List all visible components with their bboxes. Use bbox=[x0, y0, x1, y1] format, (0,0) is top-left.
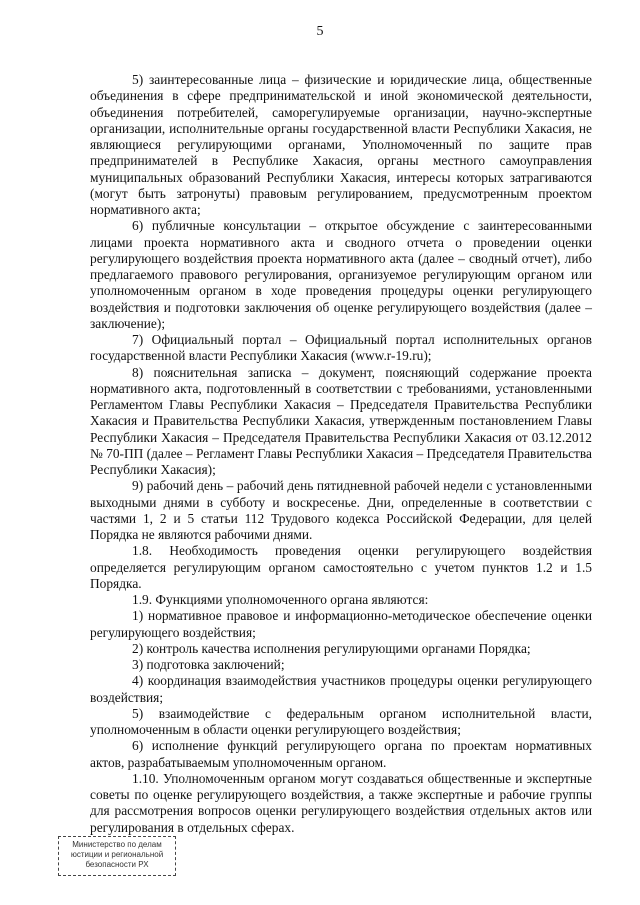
paragraph-1-8: 1.8. Необходимость проведения оценки регулирующего воздействия определяется регулирующим органом самостоятельно с учетом пунктов 1.2 и 1.5 Порядка. bbox=[90, 543, 592, 591]
function-item-1: 1) нормативное правовое и информационно-методическое обеспечение оценки регулирующего воздействия; bbox=[90, 608, 592, 640]
paragraph-1-10: 1.10. Уполномоченным органом могут создаваться общественные и экспертные советы по оценке регулирующего воздействия, а также экспертные и рабочие группы для рассмотрения вопросов оценки регулирующего воздействия отдельных актов или регулирования в отдельных сферах. bbox=[90, 770, 592, 835]
function-item-3: 3) подготовка заключений; bbox=[132, 657, 285, 672]
stamp-line: юстиции и региональной bbox=[70, 850, 164, 859]
paragraph-official-portal: 7) Официальный портал – Официальный портал исполнительных органов государственной власти Республики Хакасия (www.r-19.ru); bbox=[90, 332, 592, 364]
function-item-2: 2) контроль качества исполнения регулирующими органами Порядка; bbox=[132, 640, 531, 656]
stamp-line: Министерство по делам bbox=[72, 840, 162, 849]
stamp-line: безопасности РХ bbox=[85, 860, 149, 869]
function-item-6: 6) исполнение функций регулирующего органа по проектам нормативных актов, разрабатываемым уполномоченным органом. bbox=[90, 738, 592, 770]
ministry-stamp bbox=[58, 836, 176, 876]
page-number: 5 bbox=[316, 24, 324, 39]
document-body bbox=[90, 72, 592, 836]
paragraph-1-9: 1.9. Функциями уполномоченного органа являются: bbox=[132, 592, 429, 607]
paragraph-public-consultations: 6) публичные консультации – открытое обсуждение с заинтересованными лицами проекта нормативного акта и сводного отчета о проведении оценки регулирующего воздействия проекта нормативного акта (далее – сводный отчет), либо предлагаемого правового регулирования, организуемое регулирующим органом или уполномоченным органом в ходе проведения процедуры оценки регулирующего воздействия и подготовки заключения об оценке регулирующего воздействия (далее – заключение); bbox=[90, 218, 592, 331]
function-item-4: 4) координация взаимодействия участников процедуры оценки регулирующего воздействия; bbox=[90, 673, 592, 705]
paragraph-working-day: 9) рабочий день – рабочий день пятидневной рабочей недели с установленными выходными днями в субботу и воскресенье. Дни, определенные в соответствии с частями 1, 2 и 5 статьи 112 Трудового кодекса Российской Федерации, для целей Порядка не являются рабочими днями. bbox=[90, 478, 592, 542]
function-item-5: 5) взаимодействие с федеральным органом исполнительной власти, уполномоченным в области оценки регулирующего воздействия; bbox=[90, 705, 592, 737]
paragraph-explanatory-note: 8) пояснительная записка – документ, поясняющий содержание проекта нормативного акта, подготовленный в соответствии с требованиями, установленными Регламентом Главы Республики Хакасия – Председателя Правительства Республики Хакасия и Правительства Республики Хакасия, утвержденным постановлением Главы Республики Хакасия – Председателя Правительства Республики Хакасия от 03.12.2012 № 70-ПП (далее – Регламент Главы Республики Хакасия – Председателя Правительства Республики Хакасия); bbox=[90, 364, 592, 477]
paragraph-interested-parties: 5) заинтересованные лица – физические и юридические лица, общественные объединения в сфере предпринимательской и иной экономической деятельности, объединения потребителей, саморегулируемые организации, научно-экспертные организации, исполнительные органы государственной власти Республики Хакасия, не являющиеся регулирующими органами, Уполномоченный по защите прав предпринимателей в Республике Хакасия, органы местного самоуправления муниципальных образований Республики Хакасия, интересы которых затрагиваются (могут быть затронуты) правовым регулированием, предусмотренным проектом нормативного акта; bbox=[90, 72, 592, 217]
